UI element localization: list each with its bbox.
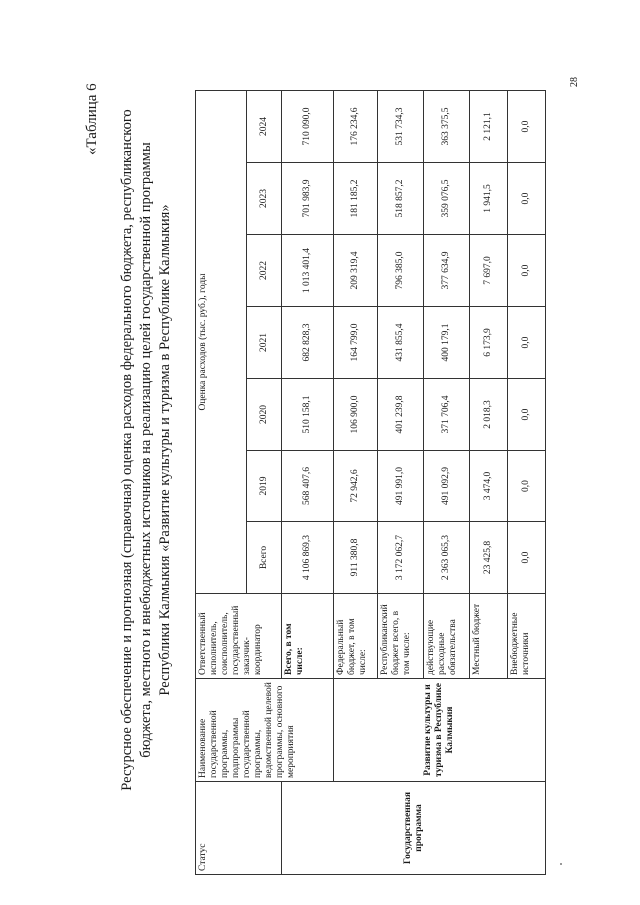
program-name-cell: Развитие культуры и туризма в Республике Калмыкия (334, 679, 546, 782)
cell-value: 164 799,0 (334, 307, 378, 379)
heading-line: бюджета, местного и внебюджетных источников на реализацию целей государственной программы (138, 142, 154, 758)
cell-value: 0,0 (508, 235, 546, 307)
cell-value: 106 900,0 (334, 379, 378, 451)
cell-value: 7 697,0 (470, 235, 508, 307)
cell-value: 1 013 401,4 (282, 235, 334, 307)
cell-value: 531 734,3 (378, 91, 424, 163)
cell-value: 209 319,4 (334, 235, 378, 307)
cell-value: 176 234,6 (334, 91, 378, 163)
cell-value: 401 239,8 (378, 379, 424, 451)
row-label: Внебюджетные источники (508, 594, 546, 679)
header-year: 2022 (247, 235, 282, 307)
cell-value: 0,0 (508, 91, 546, 163)
cell-total: 4 106 869,3 (282, 522, 334, 594)
header-year: 2024 (247, 91, 282, 163)
cell-value: 710 090,0 (282, 91, 334, 163)
cell-value: 518 857,2 (378, 163, 424, 235)
page-number: 28 (569, 77, 580, 87)
cell-value: 682 828,3 (282, 307, 334, 379)
header-executor: Ответственный исполнитель, соисполнитель, государственный заказчик-координатор (196, 594, 282, 679)
cell-value: 491 991,0 (378, 451, 424, 522)
cell-value: 6 173,9 (470, 307, 508, 379)
document-heading (118, 55, 175, 845)
cell-value: 363 375,5 (424, 91, 470, 163)
cell-value: 1 941,5 (470, 163, 508, 235)
status-cell: Государственная программа (282, 782, 546, 875)
heading-line: Ресурсное обеспечение и прогнозная (справочная) оценка расходов федерального бюджета, республиканского (119, 109, 135, 791)
row-label: Всего, в том числе: (282, 594, 334, 679)
header-name: Наименование государственной программы, подпрограммы государственной программы, ведомственной целевой программы, основного мероприятия (196, 679, 334, 782)
cell-total: 23 425,8 (470, 522, 508, 594)
header-total: Всего (247, 522, 282, 594)
cell-total: 3 172 062,7 (378, 522, 424, 594)
scan-speck (560, 863, 562, 865)
header-year: 2019 (247, 451, 282, 522)
resource-table (195, 19, 546, 875)
table-header-row (196, 20, 247, 875)
cell-total: 0,0 (508, 522, 546, 594)
cell-value: 400 179,1 (424, 307, 470, 379)
cell-value: 0,0 (508, 307, 546, 379)
cell-value: 181 185,2 (334, 163, 378, 235)
cell-value: 371 706,4 (424, 379, 470, 451)
cell-value: 491 092,9 (424, 451, 470, 522)
cell-value: 796 385,0 (378, 235, 424, 307)
table-row (334, 20, 378, 875)
cell-value: 2 121,1 (470, 91, 508, 163)
header-status: Статус (196, 782, 282, 875)
cell-value: 0,0 (508, 163, 546, 235)
header-year: 2023 (247, 163, 282, 235)
heading-line: Республики Калмыкия «Развитие культуры и туризма в Республике Калмыкия» (157, 204, 173, 696)
cell-value: 3 474,0 (470, 451, 508, 522)
row-label: Федеральный бюджет, в том числе: (334, 594, 378, 679)
cell-value: 72 942,6 (334, 451, 378, 522)
row-label: Республиканский бюджет всего, в том числе: (378, 594, 424, 679)
cell-value: 701 983,9 (282, 163, 334, 235)
cell-value: 0,0 (508, 451, 546, 522)
header-year: 2021 (247, 307, 282, 379)
cell-value: 431 855,4 (378, 307, 424, 379)
header-estimate: Оценка расходов (тыс. руб.), годы (196, 91, 247, 594)
cell-value: 568 407,6 (282, 451, 334, 522)
cell-total: 2 363 065,3 (424, 522, 470, 594)
cell-value: 510 158,1 (282, 379, 334, 451)
table-caption: «Таблица 6 (84, 83, 100, 155)
row-label: Местный бюджет (470, 594, 508, 679)
cell-total: 911 380,8 (334, 522, 378, 594)
cell-value: 2 018,3 (470, 379, 508, 451)
cell-value: 0,0 (508, 379, 546, 451)
row-label: действующие расходные обязательства (424, 594, 470, 679)
cell-value: 377 634,9 (424, 235, 470, 307)
header-year: 2020 (247, 379, 282, 451)
cell-value: 359 076,5 (424, 163, 470, 235)
